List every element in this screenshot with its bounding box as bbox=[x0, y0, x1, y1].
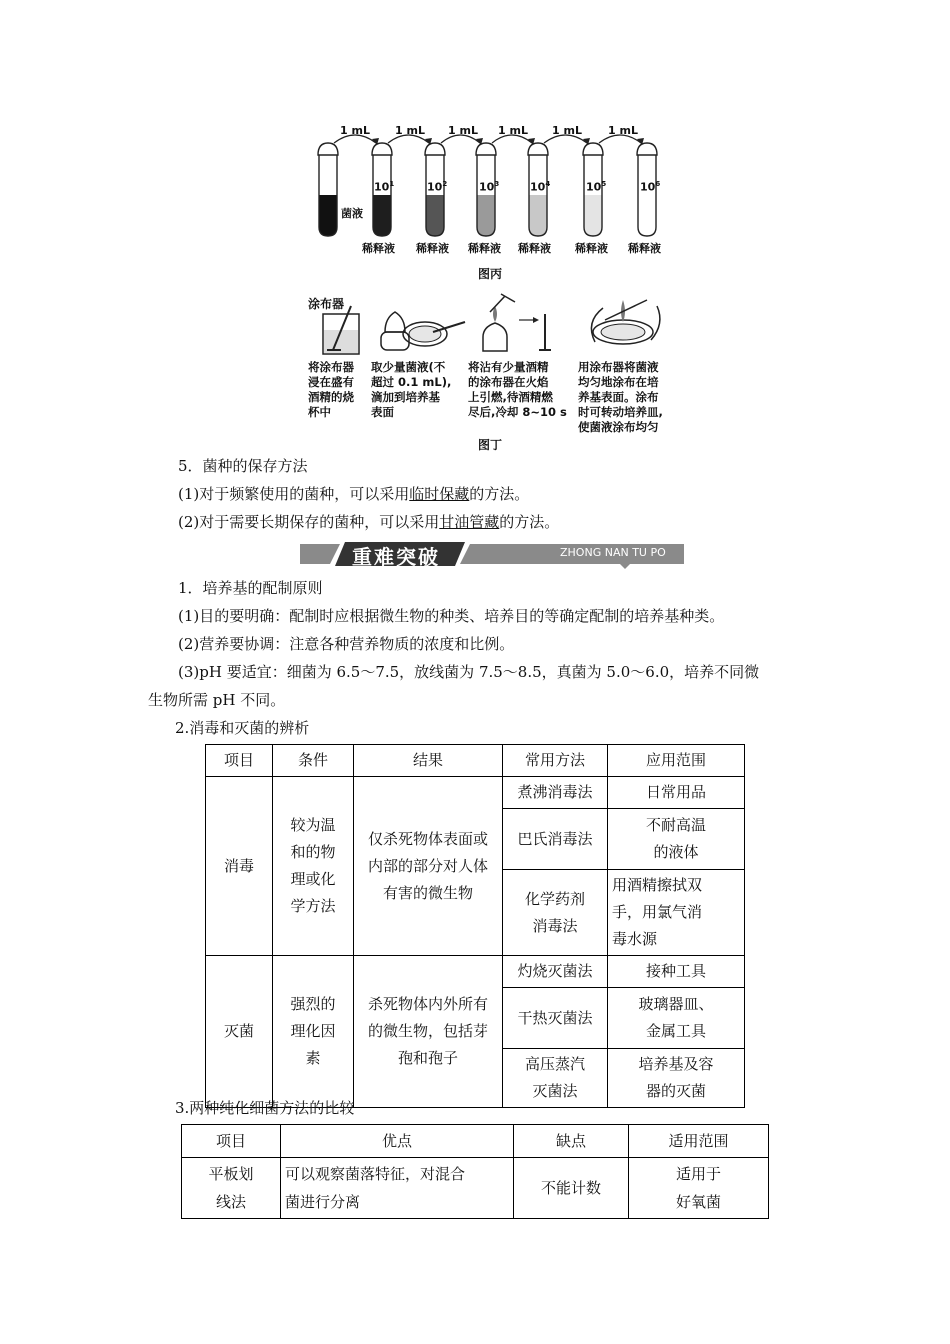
table-header: 条件 bbox=[273, 745, 354, 777]
table-header: 应用范围 bbox=[608, 745, 745, 777]
bacteria-liquid-label: 菌液 bbox=[341, 207, 363, 220]
spreading-hands-icon bbox=[591, 300, 659, 344]
paragraph: (1)对于频繁使用的菌种，可以采用临时保藏的方法。 bbox=[178, 485, 530, 503]
transfer-label: 1 mL bbox=[340, 124, 370, 137]
table-cell: 杀死物体内外所有 的微生物，包括芽 孢和孢子 bbox=[354, 956, 503, 1108]
figure-caption: 图丁 bbox=[478, 438, 503, 452]
table-cell: 培养基及容 器的灭菌 bbox=[608, 1049, 745, 1108]
table-cell: 灼烧灭菌法 bbox=[503, 956, 608, 988]
table-header: 常用方法 bbox=[503, 745, 608, 777]
spread-plate-illustrations bbox=[305, 292, 685, 362]
banner-subtitle: ZHONG NAN TU PO bbox=[560, 546, 666, 559]
table-cell: 仅杀死物体表面或 内部的部分对人体 有害的微生物 bbox=[354, 777, 503, 956]
spreader-label: 涂布器 bbox=[308, 297, 345, 311]
table-cell: 高压蒸汽 灭菌法 bbox=[503, 1049, 608, 1108]
table-cell: 不耐高温 的液体 bbox=[608, 809, 745, 870]
paragraph: (3)pH 要适宜：细菌为 6.5～7.5，放线菌为 7.5～8.5，真菌为 5.0～6.0，培养不同微 bbox=[178, 663, 760, 681]
table-header: 优点 bbox=[281, 1125, 514, 1158]
bacteria-tube bbox=[318, 143, 338, 236]
table-cell: 不能计数 bbox=[514, 1158, 629, 1219]
diluent-label: 稀释液 bbox=[628, 242, 661, 255]
spread-step-4: 用涂布器将菌液 均匀地涂布在培 养基表面。涂布 时可转动培养皿, 使菌液涂布均匀 bbox=[578, 360, 663, 434]
transfer-label: 1 mL bbox=[448, 124, 478, 137]
paragraph: (2)对于需要长期保存的菌种，可以采用甘油管藏的方法。 bbox=[178, 513, 560, 531]
table-cell: 消毒 bbox=[206, 777, 273, 956]
table-cell: 用酒精擦拭双 手，用氯气消 毒水源 bbox=[608, 870, 745, 956]
banner-title: 重难突破 bbox=[352, 545, 440, 569]
tube-dilution-label: $10^4$ bbox=[530, 180, 551, 194]
table-cell: 适用于 好氧菌 bbox=[629, 1158, 769, 1219]
section-heading: 5．菌种的保存方法 bbox=[178, 457, 308, 475]
table-header: 缺点 bbox=[514, 1125, 629, 1158]
diluent-label: 稀释液 bbox=[362, 242, 395, 255]
paragraph: (2)营养要协调：注意各种营养物质的浓度和比例。 bbox=[178, 635, 515, 653]
table-row bbox=[182, 1158, 769, 1219]
table-cell: 日常用品 bbox=[608, 777, 745, 809]
tube-dilution-label: $10^2$ bbox=[427, 180, 448, 194]
table-cell: 可以观察菌落特征，对混合 菌进行分离 bbox=[281, 1158, 514, 1219]
table-cell: 较为温 和的物 理或化 学方法 bbox=[273, 777, 354, 956]
spread-step-2: 取少量菌液(不 超过 0.1 mL), 滴加到培养基 表面 bbox=[371, 360, 452, 419]
table-row bbox=[206, 956, 745, 988]
section-heading: 3.两种纯化细菌方法的比较 bbox=[175, 1099, 355, 1117]
spread-step-1: 将涂布器 浸在盛有 酒精的烧 杯中 bbox=[308, 360, 354, 419]
tube-dilution-label: $10^3$ bbox=[479, 180, 500, 194]
purification-methods-table bbox=[181, 1124, 769, 1219]
table-cell: 平板划 线法 bbox=[182, 1158, 281, 1219]
table-cell: 玻璃器皿、 金属工具 bbox=[608, 988, 745, 1049]
diluent-label: 稀释液 bbox=[416, 242, 449, 255]
table-cell: 化学药剂 消毒法 bbox=[503, 870, 608, 956]
diluent-label: 稀释液 bbox=[518, 242, 551, 255]
table-cell: 巴氏消毒法 bbox=[503, 809, 608, 870]
table-cell: 煮沸消毒法 bbox=[503, 777, 608, 809]
paragraph: (1)目的要明确：配制时应根据微生物的种类、培养目的等确定配制的培养基种类。 bbox=[178, 607, 725, 625]
section-heading: 1．培养基的配制原则 bbox=[178, 579, 323, 597]
table-header: 项目 bbox=[206, 745, 273, 777]
transfer-label: 1 mL bbox=[498, 124, 528, 137]
disinfection-sterilization-table bbox=[205, 744, 745, 1108]
table-cell: 干热灭菌法 bbox=[503, 988, 608, 1049]
alcohol-lamp-icon bbox=[483, 294, 551, 351]
tube-dilution-label: $10^1$ bbox=[374, 180, 395, 194]
tube-dilution-label: $10^6$ bbox=[640, 180, 661, 194]
transfer-label: 1 mL bbox=[608, 124, 638, 137]
table-header-row bbox=[206, 745, 745, 777]
paragraph: 生物所需 pH 不同。 bbox=[148, 691, 286, 709]
table-cell: 灭菌 bbox=[206, 956, 273, 1108]
table-header: 适用范围 bbox=[629, 1125, 769, 1158]
tube-dilution-label: $10^5$ bbox=[586, 180, 607, 194]
table-header-row bbox=[182, 1125, 769, 1158]
diluent-label: 稀释液 bbox=[468, 242, 501, 255]
table-cell: 接种工具 bbox=[608, 956, 745, 988]
diluent-label: 稀释液 bbox=[575, 242, 608, 255]
spread-step-3: 将沾有少量酒精 的涂布器在火焰 上引燃,待酒精燃 尽后,冷却 8~10 s bbox=[468, 360, 567, 419]
table-row bbox=[206, 777, 745, 809]
petri-dish-dropper-icon bbox=[381, 312, 465, 350]
figure-caption: 图丙 bbox=[478, 267, 503, 281]
transfer-label: 1 mL bbox=[395, 124, 425, 137]
section-heading: 2.消毒和灭菌的辨析 bbox=[175, 719, 310, 737]
transfer-label: 1 mL bbox=[552, 124, 582, 137]
table-cell: 强烈的 理化因 素 bbox=[273, 956, 354, 1108]
serial-dilution-figure bbox=[300, 115, 680, 285]
beaker-icon bbox=[323, 306, 359, 354]
table-header: 结果 bbox=[354, 745, 503, 777]
table-header: 项目 bbox=[182, 1125, 281, 1158]
